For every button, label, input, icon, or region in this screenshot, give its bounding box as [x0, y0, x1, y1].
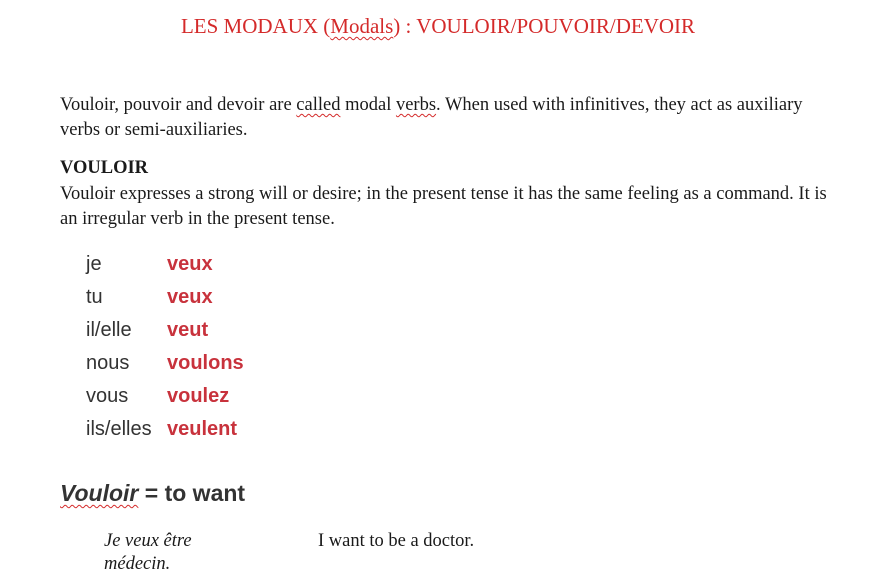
pronoun: il/elle [86, 319, 132, 341]
conjugation-table [86, 248, 244, 446]
pronoun: ils/elles [86, 418, 152, 440]
intro-spellcheck-word-verbs: verbs [395, 95, 437, 115]
verb-form: voulez [167, 385, 230, 407]
conjugation-row [86, 281, 244, 314]
pronoun: nous [86, 352, 130, 374]
page-title [0, 14, 876, 39]
intro-part3: . When used with infinitives, they act as auxiliary verbs or semi-auxiliaries. [60, 95, 803, 140]
conjugation-row [86, 347, 244, 380]
intro-paragraph [60, 93, 840, 143]
example-english: I want to be a doctor. [318, 531, 475, 551]
section-paragraph: Vouloir expresses a strong will or desire; in the present tense it has the same feeling as a command. It is an irregular verb in the present tense. [60, 184, 827, 229]
title-suffix: ) : VOULOIR/POUVOIR/DEVOIR [393, 14, 696, 38]
verb-form: voulons [167, 352, 244, 374]
verb-form: veux [167, 286, 213, 308]
pronoun: je [86, 253, 102, 275]
title-spellcheck-word: Modals [330, 14, 394, 38]
title-prefix: LES MODAUX ( [180, 14, 331, 38]
example-french: Je veux être médecin. [104, 531, 192, 574]
section-heading: VOULOIR [60, 158, 149, 178]
intro-spellcheck-word-called: called [296, 95, 341, 115]
subheading-keyword: Vouloir [60, 480, 139, 506]
pronoun: vous [86, 385, 129, 407]
subheading-rest: = to want [138, 480, 246, 506]
conjugation-row [86, 380, 244, 413]
intro-part1: Vouloir, pouvoir and devoir are [60, 95, 297, 115]
conjugation-row [86, 413, 244, 446]
subheading [60, 480, 245, 507]
intro-part2: modal [340, 95, 396, 115]
conjugation-row [86, 248, 244, 281]
conjugation-row [86, 314, 244, 347]
verb-form: veut [167, 319, 209, 341]
verb-form: veulent [167, 418, 238, 440]
pronoun: tu [86, 286, 103, 308]
verb-form: veux [167, 253, 213, 275]
